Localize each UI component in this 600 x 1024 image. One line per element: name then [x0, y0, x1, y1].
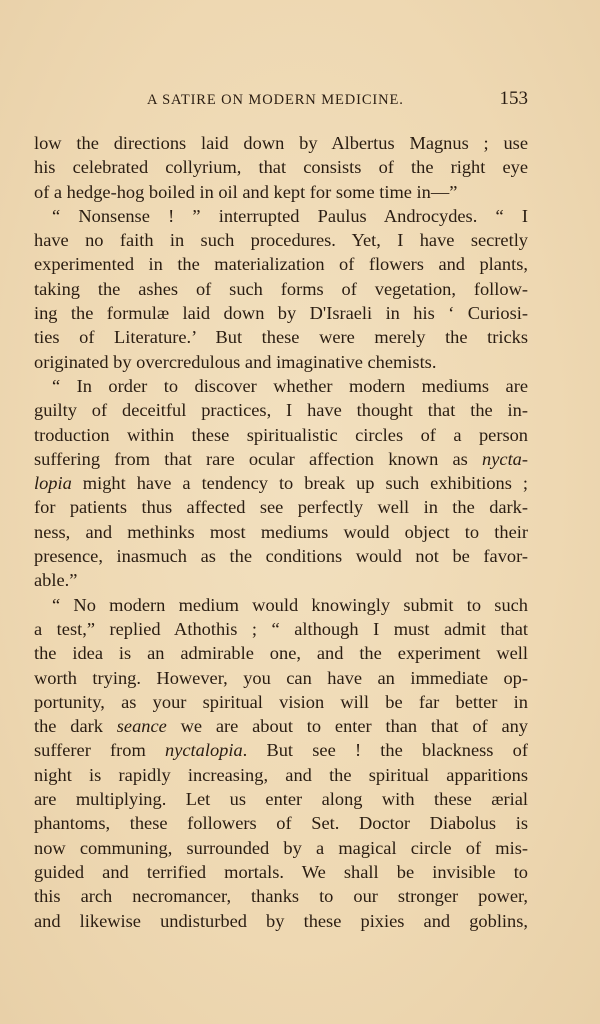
text-line: [34, 714, 528, 738]
text-segment: taking the ashes of such forms of vegetation, follow-: [34, 278, 528, 299]
text-segment: ties of Literature.’ But these were merely the tricks: [34, 327, 528, 348]
text-segment: worth trying. However, you can have an immediate op-: [34, 667, 528, 688]
text-line: [34, 738, 528, 762]
text-segment: originated by overcredulous and imaginative chemists.: [34, 351, 437, 372]
running-head: A SATIRE ON MODERN MEDICINE.: [147, 92, 404, 108]
text-segment: . But see ! the blackness of: [242, 740, 528, 761]
text-line: [34, 495, 528, 519]
text-line: [34, 617, 528, 641]
text-segment: for patients thus affected see perfectly well in the dark-: [34, 497, 528, 518]
text-line: [34, 690, 528, 714]
text-line: [34, 131, 528, 155]
text-segment: this arch necromancer, thanks to our stronger power,: [34, 886, 528, 907]
text-segment: presence, inasmuch as the conditions would not be favor-: [34, 546, 528, 567]
text-segment: a test,” replied Athothis ; “ although I must admit that: [34, 618, 528, 639]
text-segment: guided and terrified mortals. We shall be invisible to: [34, 861, 528, 882]
text-line: [34, 447, 528, 471]
text-segment: low the directions laid down by Albertus Magnus ; use: [34, 133, 528, 153]
text-line: [34, 666, 528, 690]
page-number: 153: [499, 88, 528, 109]
text-line: [34, 593, 528, 617]
text-line: [34, 398, 528, 422]
body-text: [34, 131, 528, 933]
text-line: [34, 787, 528, 811]
text-line: [34, 252, 528, 276]
text-line: [34, 277, 528, 301]
text-segment: the dark: [34, 716, 117, 737]
text-segment: the idea is an admirable one, and the experiment well: [34, 643, 528, 664]
text-line: [34, 204, 528, 228]
text-line: [34, 520, 528, 544]
text-segment: have no faith in such procedures. Yet, I have secretly: [34, 230, 528, 251]
text-segment: ness, and methinks most mediums would object to their: [34, 521, 528, 542]
text-line: [34, 374, 528, 398]
text-segment: might have a tendency to break up such exhibitions ;: [71, 473, 528, 494]
text-segment: night is rapidly increasing, and the spiritual apparitions: [34, 764, 528, 785]
italic-text-segment: seance: [116, 716, 167, 737]
text-line: [34, 180, 528, 204]
italic-text-segment: nyctalopia: [165, 740, 243, 761]
text-line: [34, 641, 528, 665]
text-segment: able.”: [34, 570, 78, 591]
text-segment: now communing, surrounded by a magical circle of mis-: [34, 837, 528, 858]
text-segment: guilty of deceitful practices, I have thought that the in-: [34, 400, 528, 421]
text-segment: experimented in the materialization of flowers and plants,: [34, 254, 528, 275]
text-segment: are multiplying. Let us enter along with these ærial: [34, 789, 528, 810]
text-line: [34, 423, 528, 447]
page-header: [34, 88, 528, 112]
text-segment: phantoms, these followers of Set. Doctor Diabolus is: [34, 813, 528, 834]
text-segment: “ In order to discover whether modern mediums are: [52, 375, 528, 396]
italic-text-segment: lopia: [34, 473, 72, 494]
text-segment: we are about to enter than that of any: [166, 716, 528, 737]
text-segment: his celebrated collyrium, that consists of the right eye: [34, 157, 528, 178]
text-segment: and likewise undisturbed by these pixies and goblins,: [34, 910, 528, 931]
text-line: [34, 155, 528, 179]
text-segment: ing the formulæ laid down by D'Israeli in his ‘ Curiosi-: [34, 303, 528, 324]
text-line: [34, 350, 528, 374]
text-line: [34, 909, 528, 933]
text-line: [34, 836, 528, 860]
text-line: [34, 471, 528, 495]
text-segment: “ Nonsense ! ” interrupted Paulus Androcydes. “ I: [52, 205, 528, 226]
text-segment: portunity, as your spiritual vision will be far better in: [34, 691, 528, 712]
text-segment: sufferer from: [34, 740, 166, 761]
text-line: [34, 860, 528, 884]
text-segment: “ No modern medium would knowingly submit to such: [52, 594, 528, 615]
text-line: [34, 301, 528, 325]
text-line: [34, 763, 528, 787]
text-segment: suffering from that rare ocular affection known as: [34, 448, 483, 469]
text-line: [34, 884, 528, 908]
text-segment: troduction within these spiritualistic circles of a person: [34, 424, 528, 445]
text-line: [34, 568, 528, 592]
text-line: [34, 228, 528, 252]
text-segment: of a hedge-hog boiled in oil and kept for some time in—”: [34, 181, 458, 202]
italic-text-segment: nycta-: [482, 448, 528, 469]
text-line: [34, 325, 528, 349]
text-line: [34, 811, 528, 835]
text-line: [34, 544, 528, 568]
